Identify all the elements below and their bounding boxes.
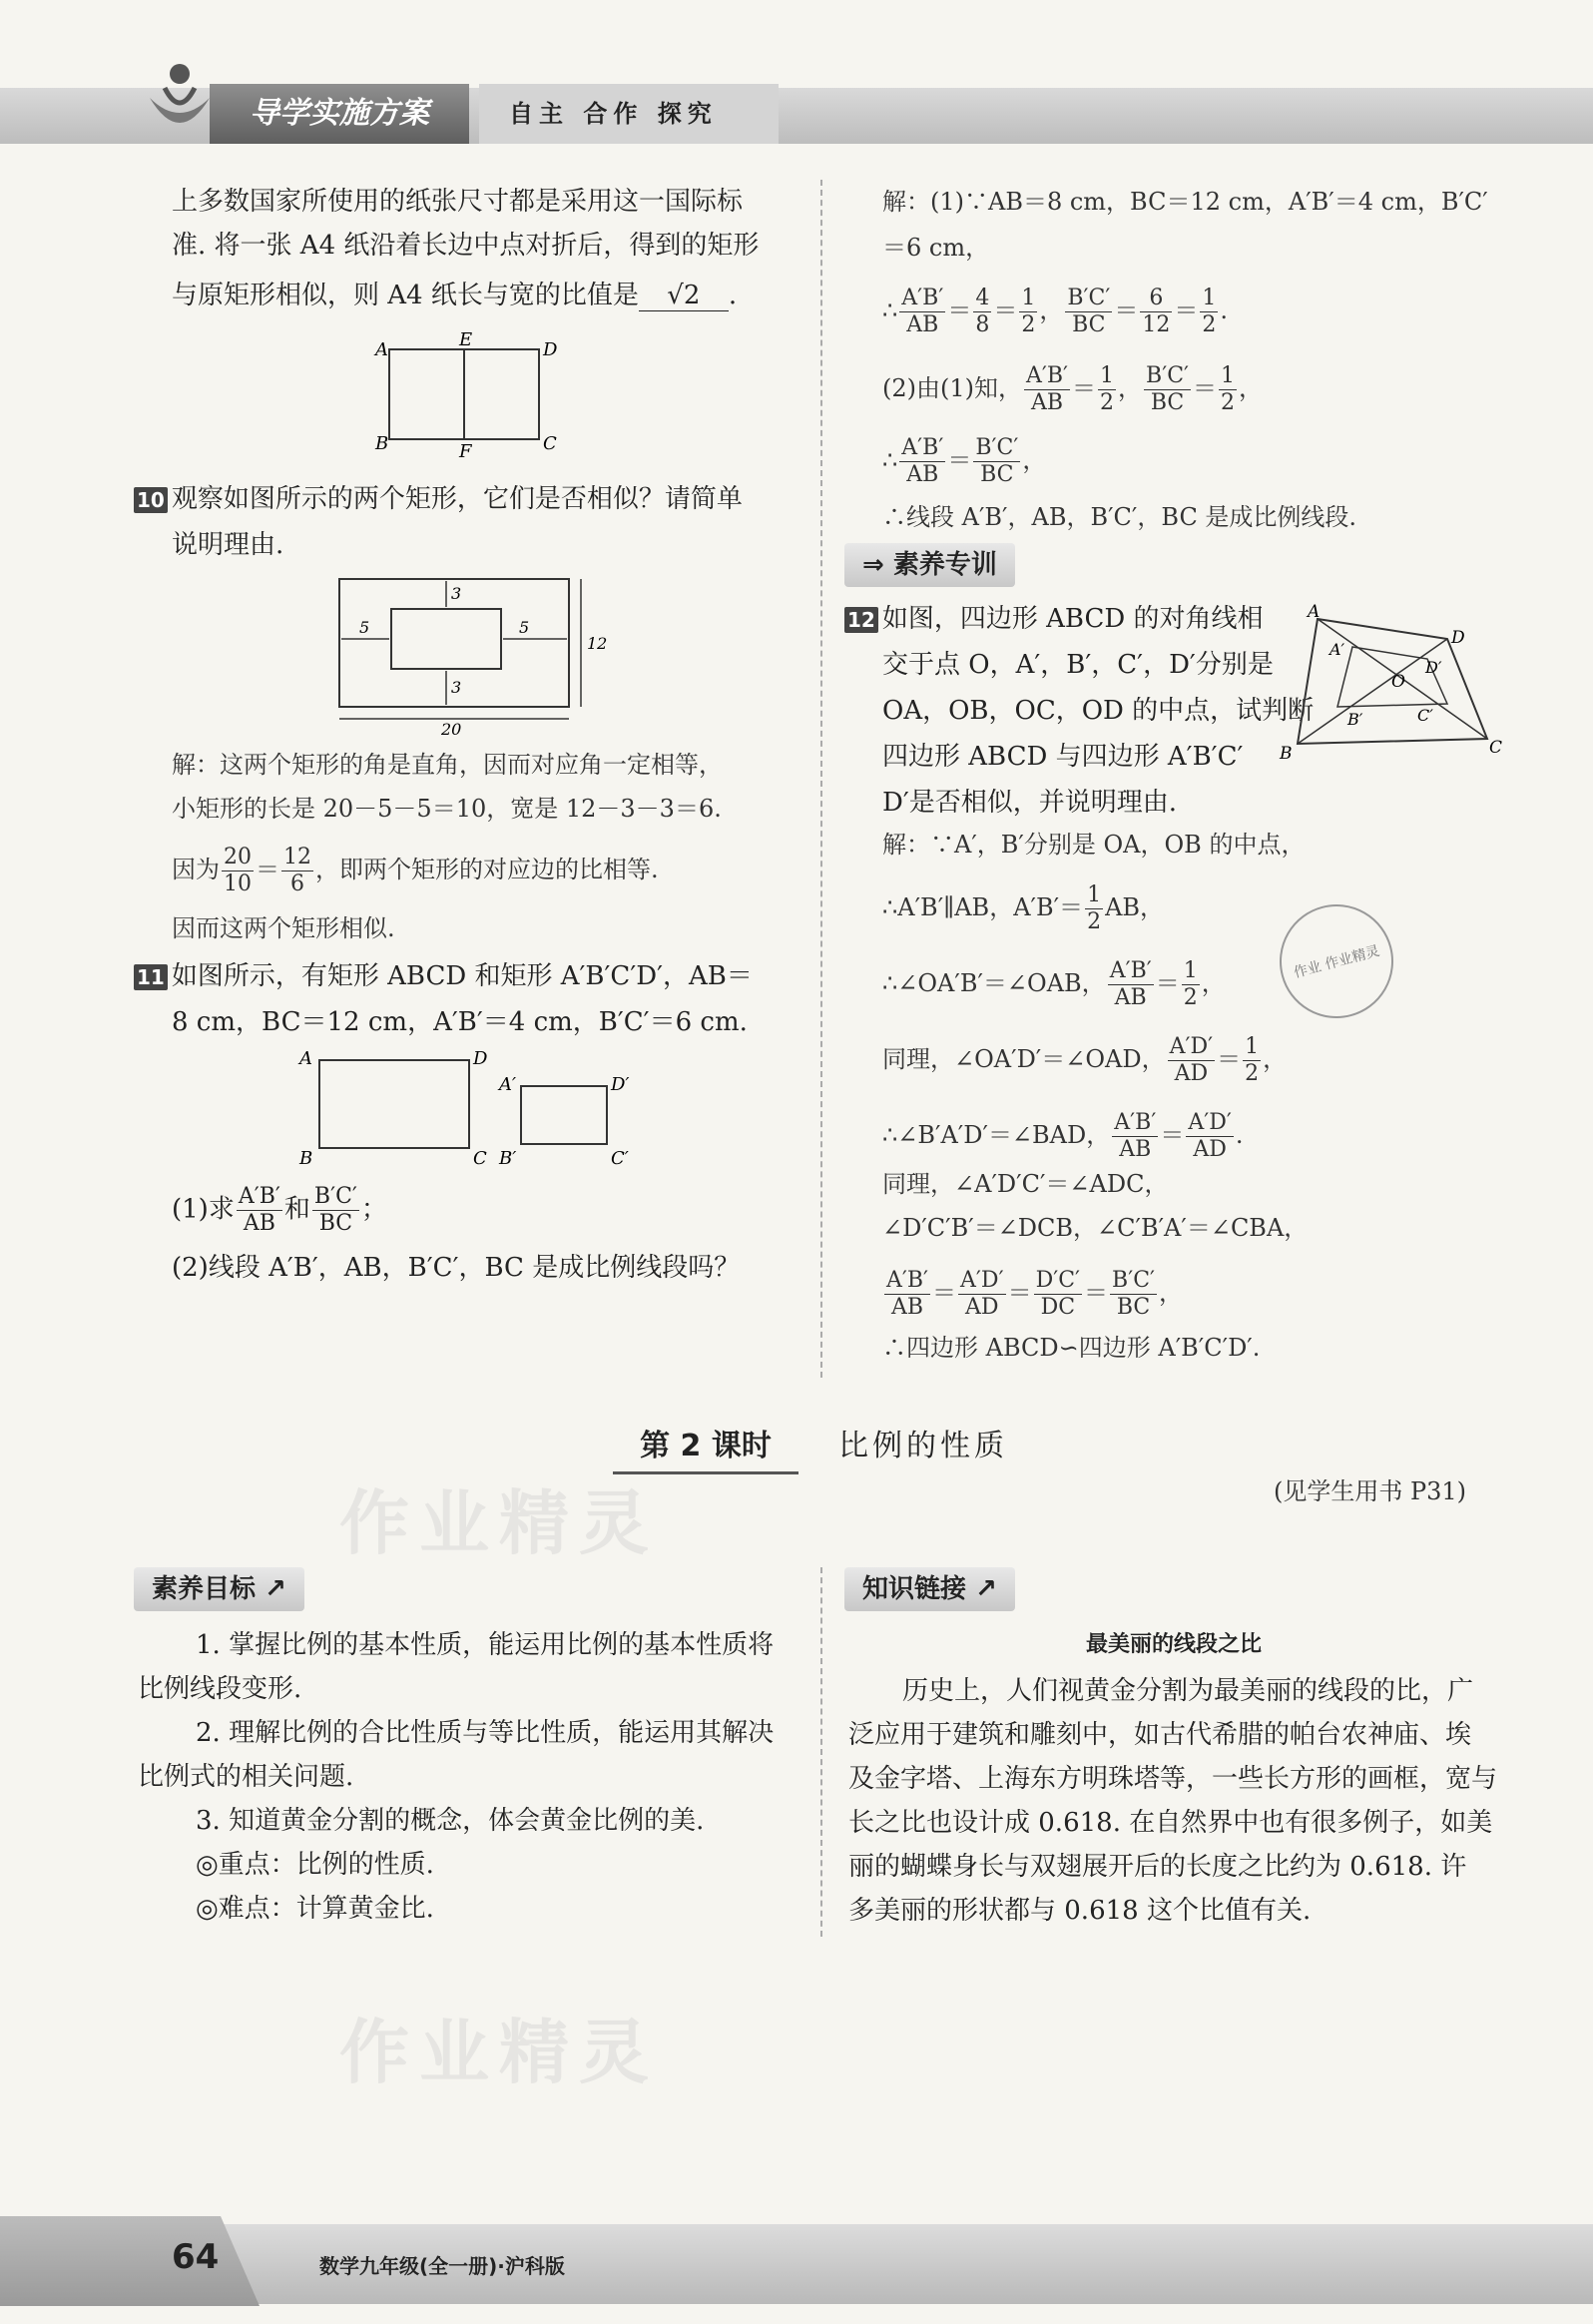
intro-answer: √2	[639, 281, 729, 311]
q10-dim-width: 20	[441, 720, 462, 739]
link-line-3: 及金字塔、上海东方明珠塔等，一些长方形的画框，宽与	[848, 1764, 1498, 1794]
column-divider-2	[820, 1567, 822, 1937]
q11-sol-3: ∴ $\frac{A'B'}{AB}$ ＝ $\frac{4}{8}$ ＝ $\frac{1}{2}$ ， $\frac{B'C'}{BC}$ ＝ $\frac{6}{12}$ ＝ $\frac{1}{2}$ .	[882, 286, 1228, 337]
link-title: 知识链接 ↗	[844, 1567, 1015, 1611]
q10-number: 10	[134, 487, 168, 513]
q12-sol-3: ∴∠OA′B′＝∠OAB， $\frac{A'B'}{AB}$ ＝ $\frac{1}{2}$ ，	[882, 958, 1226, 1010]
a4-label-e: E	[459, 329, 473, 350]
q12-line-5: D′是否相似，并说明理由.	[882, 788, 1178, 818]
lesson-title: 比例的性质	[838, 1429, 1008, 1463]
a4-label-f: F	[459, 441, 472, 459]
q12-line-1: 12 如图，四边形 ABCD 的对角线相	[844, 597, 1263, 641]
q12-sol-1: 解：∵A′，B′分别是 OA，OB 的中点，	[882, 831, 1306, 859]
goal-line-5: 3. 知道黄金分割的概念，体会黄金比例的美.	[196, 1806, 705, 1836]
link-line-5: 丽的蝴蝶身长与双翅展开后的长度之比约为 0.618. 许	[848, 1852, 1467, 1882]
q12-line-2: 交于点 O，A′，B′，C′，D′分别是	[882, 650, 1274, 680]
goal-line-7: ◎难点：计算黄金比.	[196, 1894, 434, 1924]
link-line-1: 历史上，人们视黄金分割为最美丽的线段的比，广	[902, 1676, 1474, 1706]
goals-title: 素养目标 ↗	[134, 1567, 304, 1611]
header-subtitle: 自主 合作 探究	[479, 84, 779, 144]
a4-label-d: D	[543, 339, 558, 360]
q11-sol-6: ∴线段 A′B′，AB，B′C′，BC 是成比例线段.	[882, 503, 1357, 531]
intro-line-3-text: 与原矩形相似，则 A4 纸长与宽的比值是	[172, 281, 639, 310]
q10-sol-2: 小矩形的长是 20－5－5＝10，宽是 12－3－3＝6.	[172, 795, 722, 823]
q10-figure	[329, 569, 609, 739]
logo-icon	[140, 58, 220, 148]
q11-frac-ab: $\frac{A'B'}{AB}$	[238, 1184, 280, 1236]
svg-text:B′: B′	[1347, 710, 1363, 729]
q11-number: 11	[134, 964, 168, 990]
header-title: 导学实施方案	[210, 84, 469, 144]
q10-text-1: 观察如图所示的两个矩形，它们是否相似？请简单	[171, 484, 743, 514]
q10-dim-right: 5	[519, 618, 530, 637]
q11-figure	[289, 1044, 689, 1174]
book-title: 数学九年级(全一册)·沪科版	[319, 2254, 565, 2278]
page-number: 64	[172, 2237, 220, 2277]
intro-line-2: 准. 将一张 A4 纸沿着长边中点对折后，得到的矩形	[172, 231, 760, 261]
lesson-number: 第 2 课时	[613, 1422, 798, 1474]
q10-dim-bottom: 3	[451, 678, 462, 697]
goal-line-2: 比例线段变形.	[138, 1674, 302, 1704]
q12-number: 12	[844, 607, 878, 633]
q10-line-2: 说明理由.	[172, 530, 284, 560]
q11-line-1	[134, 954, 753, 998]
q10-dim-top: 3	[451, 584, 462, 603]
intro-line-1: 上多数国家所使用的纸张尺寸都是采用这一国际标	[172, 187, 744, 217]
arrow-up-right-icon: ↗	[265, 1574, 286, 1604]
a4-figure	[369, 329, 559, 459]
q11-sol-1: 解：(1)∵AB＝8 cm，BC＝12 cm，A′B′＝4 cm，B′C′	[882, 188, 1488, 216]
svg-text:C: C	[473, 1148, 487, 1169]
watermark-2: 作业精灵	[339, 2012, 659, 2093]
svg-text:B: B	[1280, 744, 1293, 764]
q12-sol-4: 同理，∠OA′D′＝∠OAD， $\frac{A'D'}{AD}$ ＝ $\frac{1}{2}$ ，	[882, 1034, 1288, 1086]
svg-text:C′: C′	[1417, 706, 1433, 725]
a4-label-c: C	[543, 433, 557, 454]
goal-line-3: 2. 理解比例的合比性质与等比性质，能运用其解决	[196, 1718, 775, 1748]
q10-dim-height: 12	[587, 634, 608, 653]
q11-part2: (2)线段 A′B′，AB，B′C′，BC 是成比例线段吗？	[172, 1253, 741, 1283]
q10-frac-1: $\frac{20}{10}$	[224, 845, 252, 896]
q11-part1: (1)求 $\frac{A'B'}{AB}$ 和 $\frac{B'C'}{BC}$ ；	[172, 1184, 387, 1236]
goal-line-4: 比例式的相关问题.	[138, 1762, 354, 1792]
q12-sol-5: ∴∠B′A′D′＝∠BAD， $\frac{A'B'}{AB}$ ＝ $\frac{A'D'}{AD}$ .	[882, 1110, 1244, 1162]
svg-text:C′: C′	[611, 1148, 629, 1169]
q10-line-1	[134, 477, 743, 521]
q12-sol-9: ∴四边形 ABCD∽四边形 A′B′C′D′.	[882, 1334, 1261, 1362]
svg-text:D: D	[473, 1048, 488, 1069]
svg-text:A′: A′	[499, 1074, 517, 1095]
arrow-up-right-icon: ↗	[975, 1574, 997, 1604]
link-line-6: 多美丽的形状都与 0.618 这个比值有关.	[848, 1896, 1312, 1926]
q12-line-4: 四边形 ABCD 与四边形 A′B′C′	[882, 742, 1244, 772]
svg-text:O: O	[1391, 672, 1405, 692]
svg-text:B: B	[299, 1148, 313, 1169]
arrow-icon: ⇒	[862, 550, 893, 580]
stamp: 作业 作业精灵	[1267, 891, 1406, 1031]
q12-sol-2: ∴A′B′∥AB，A′B′＝ $\frac{1}{2}$ AB，	[882, 882, 1165, 934]
svg-text:A: A	[1308, 602, 1321, 622]
intro-line-3: 与原矩形相似，则 A4 纸长与宽的比值是 √2 .	[172, 281, 738, 310]
svg-text:D: D	[1451, 628, 1465, 648]
q10-sol-1: 解：这两个矩形的角是直角，因而对应角一定相等，	[172, 751, 723, 779]
svg-text:A′: A′	[1329, 640, 1345, 659]
watermark-1: 作业精灵	[339, 1482, 659, 1564]
q12-figure	[1278, 599, 1517, 769]
q10-dim-left: 5	[359, 618, 370, 637]
q11-sol-4: (2)由(1)知， $\frac{A'B'}{AB}$ ＝ $\frac{1}{2}$ ， $\frac{B'C'}{BC}$ ＝ $\frac{1}{2}$ ，	[882, 363, 1264, 415]
q12-sol-6: 同理，∠A′D′C′＝∠ADC，	[882, 1170, 1169, 1198]
a4-label-a: A	[375, 339, 388, 360]
a4-label-b: B	[375, 433, 389, 454]
q12-line-3: OA，OB，OC，OD 的中点，试判断	[882, 696, 1315, 726]
q10-sol-3-text: ，即两个矩形的对应边的比相等.	[315, 856, 659, 883]
goal-line-1: 1. 掌握比例的基本性质，能运用比例的基本性质将	[196, 1630, 775, 1660]
q10-sol-prefix: 因为	[172, 856, 220, 883]
q11-text-1: 如图所示，有矩形 ABCD 和矩形 A′B′C′D′，AB＝	[171, 961, 753, 991]
link-line-4: 长之比也设计成 0.618. 在自然界中也有很多例子，如美	[848, 1808, 1493, 1838]
link-heading: 最美丽的线段之比	[1085, 1632, 1262, 1657]
q10-sol-3: 因为 $\frac{20}{10}$ ＝ $\frac{12}{6}$ ，即两个矩形的对应边的比相等.	[172, 845, 659, 896]
lesson-ref: (见学生用书 P31)	[1274, 1477, 1467, 1505]
q11-sol-5: ∴ $\frac{A'B'}{AB}$ ＝ $\frac{B'C'}{BC}$ ，	[882, 435, 1047, 487]
q11-line-2: 8 cm，BC＝12 cm，A′B′＝4 cm，B′C′＝6 cm.	[172, 1007, 748, 1037]
q11-sol-2: ＝6 cm，	[882, 234, 990, 262]
column-divider	[820, 180, 822, 1378]
svg-text:D′: D′	[611, 1074, 630, 1095]
svg-text:B′: B′	[499, 1148, 517, 1169]
svg-text:C: C	[1489, 738, 1503, 758]
goal-line-6: ◎重点：比例的性质.	[196, 1850, 434, 1880]
q10-frac-2: $\frac{12}{6}$	[283, 845, 311, 896]
q12-sol-8: $\frac{A'B'}{AB}$ ＝ $\frac{A'D'}{AD}$ ＝ $\frac{D'C'}{DC}$ ＝ $\frac{B'C'}{BC}$ ，	[886, 1268, 1184, 1320]
svg-text:A: A	[299, 1048, 312, 1069]
special-training-title: ⇒ 素养专训	[844, 543, 1015, 587]
q12-sol-7: ∠D′C′B′＝∠DCB，∠C′B′A′＝∠CBA，	[882, 1214, 1309, 1242]
q11-frac-bc: $\frac{B'C'}{BC}$	[313, 1184, 357, 1236]
q10-sol-4: 因而这两个矩形相似.	[172, 914, 395, 942]
svg-text:D′: D′	[1425, 658, 1442, 677]
footer-tab	[0, 2216, 260, 2306]
link-line-2: 泛应用于建筑和雕刻中，如古代希腊的帕台农神庙、埃	[848, 1720, 1472, 1750]
